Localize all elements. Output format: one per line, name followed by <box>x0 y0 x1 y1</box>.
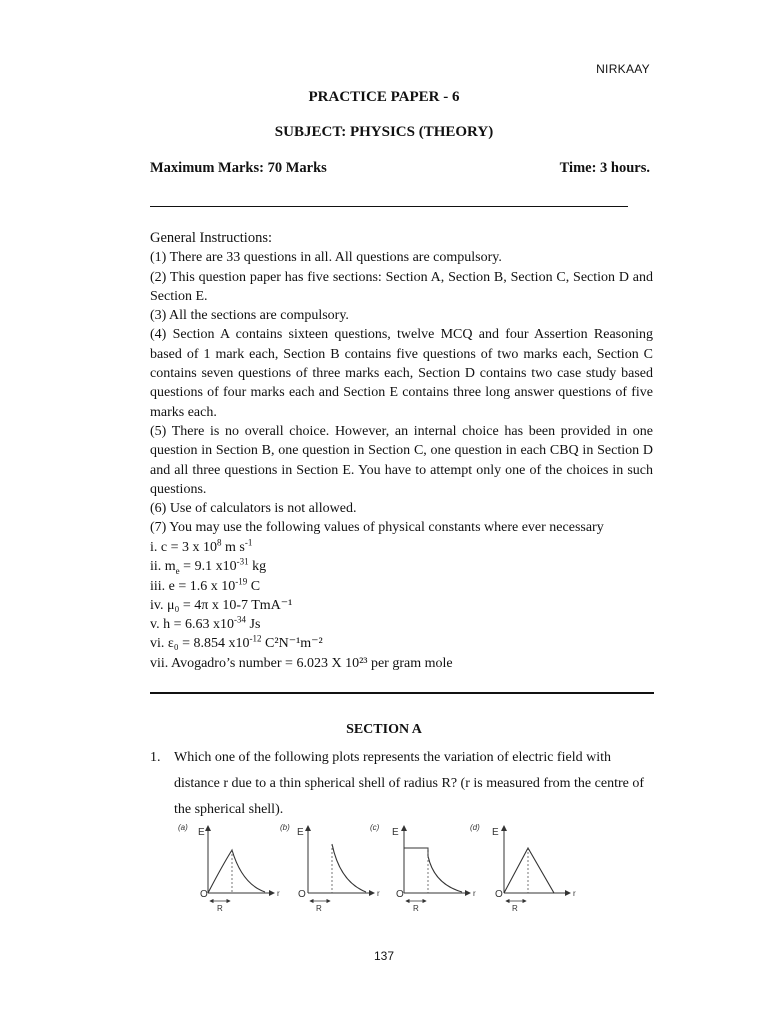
page-number: 137 <box>373 949 395 963</box>
section-a-title: SECTION A <box>346 722 422 737</box>
constant-epsilon-zero: vi. ε₀ = 8.854 $x10^{-12}$ C²N⁻¹m⁻² <box>150 633 323 652</box>
instructions-heading: General Instructions: <box>150 230 273 246</box>
option-a-curve <box>208 850 265 893</box>
constant-electron-charge: iii. e = 1.6 x $10^{-19}$ C <box>150 575 261 594</box>
section-divider <box>150 692 654 694</box>
constant-planck: v. h = 6.63 $x10^{-34}$ Js <box>150 614 261 633</box>
option-d-label: (d) <box>470 823 480 832</box>
option-a-graph[interactable] <box>178 823 280 913</box>
option-b-radius-label: R <box>316 904 322 913</box>
instruction-item: (2) This question paper has five sections: Section A, Section B, Section C, Section D and Section E. <box>150 269 653 304</box>
option-a-label: (a) <box>178 823 188 832</box>
instruction-item: (7) You may use the following values of physical constants where ever necessary <box>150 520 604 536</box>
option-c-x-axis-label: r <box>473 889 476 898</box>
constant-electron-mass: ii. $m_e = 9.1$ $x10^{-31}$ kg <box>150 556 267 577</box>
option-a-x-axis-label: r <box>277 889 280 898</box>
constant-avogadro: vii. Avogadro’s number = 6.023 X 10²³ per gram mole <box>150 655 453 671</box>
option-d-x-axis-label: r <box>573 889 576 898</box>
instruction-item: (5) There is no overall choice. However, an internal choice has been provided in one question in Section B, one question in Section C, one question in each CBQ in Section D and all three questions in Section E. You have to attempt only one of the choices in such questions. <box>150 423 653 497</box>
divider-line <box>150 206 628 207</box>
general-instructions <box>150 229 653 538</box>
instruction-item: (6) Use of calculators is not allowed. <box>150 501 357 517</box>
option-a-origin: O <box>200 889 208 900</box>
option-b-origin: O <box>298 889 306 900</box>
instruction-item: (4) Section A contains sixteen questions, twelve MCQ and four Assertion Reasoning based of 1 mark each, Section B contains five questions of two marks each, Section C contains seven questions of three marks each, Section D contains two case study based questions of four marks each and Section E contains three long answer questions of five marks each. <box>150 327 653 420</box>
header-tag: NIRKAAY <box>596 62 650 76</box>
question-text: Which one of the following plots represents the variation of electric field with distance r due to a thin spherical shell of radius R? (r is measured from the centre of the spherical shell). <box>174 750 645 817</box>
option-a-radius-label: R <box>217 904 223 913</box>
question-number: 1. <box>150 750 161 765</box>
option-a-y-axis-label: E <box>198 827 205 838</box>
option-b-x-axis-label: r <box>377 889 380 898</box>
physical-constants <box>150 538 653 673</box>
constant-mu-zero: iv. μ₀ = 4π x 10-7 TmA⁻¹ <box>150 597 293 613</box>
option-c-curve <box>404 848 462 892</box>
option-c-graph[interactable] <box>370 823 476 913</box>
option-b-y-axis-label: E <box>297 827 304 838</box>
option-d-graph[interactable] <box>470 823 576 913</box>
option-d-radius-label: R <box>512 904 518 913</box>
constant-c: i. c = 3 x $10^8$ m $s^{-1}$ <box>150 537 253 555</box>
question-options-graphs <box>170 818 590 918</box>
option-b-label: (b) <box>280 823 290 832</box>
option-d-y-axis-label: E <box>492 827 499 838</box>
option-c-y-axis-label: E <box>392 827 399 838</box>
option-c-radius-label: R <box>413 904 419 913</box>
option-d-curve <box>504 848 554 893</box>
instruction-item: (3) All the sections are compulsory. <box>150 308 349 324</box>
instruction-item: (1) There are 33 questions in all. All questions are compulsory. <box>150 250 502 266</box>
maximum-marks: Maximum Marks: 70 Marks <box>150 160 327 176</box>
option-b-curve <box>332 844 366 892</box>
time-allowed: Time: 3 hours. <box>559 160 650 176</box>
option-d-origin: O <box>495 889 503 900</box>
paper-subject: SUBJECT: PHYSICS (THEORY) <box>274 124 494 140</box>
option-b-graph[interactable] <box>280 823 380 913</box>
option-c-origin: O <box>396 889 404 900</box>
option-c-label: (c) <box>370 823 380 832</box>
paper-title: PRACTICE PAPER - 6 <box>308 89 460 105</box>
